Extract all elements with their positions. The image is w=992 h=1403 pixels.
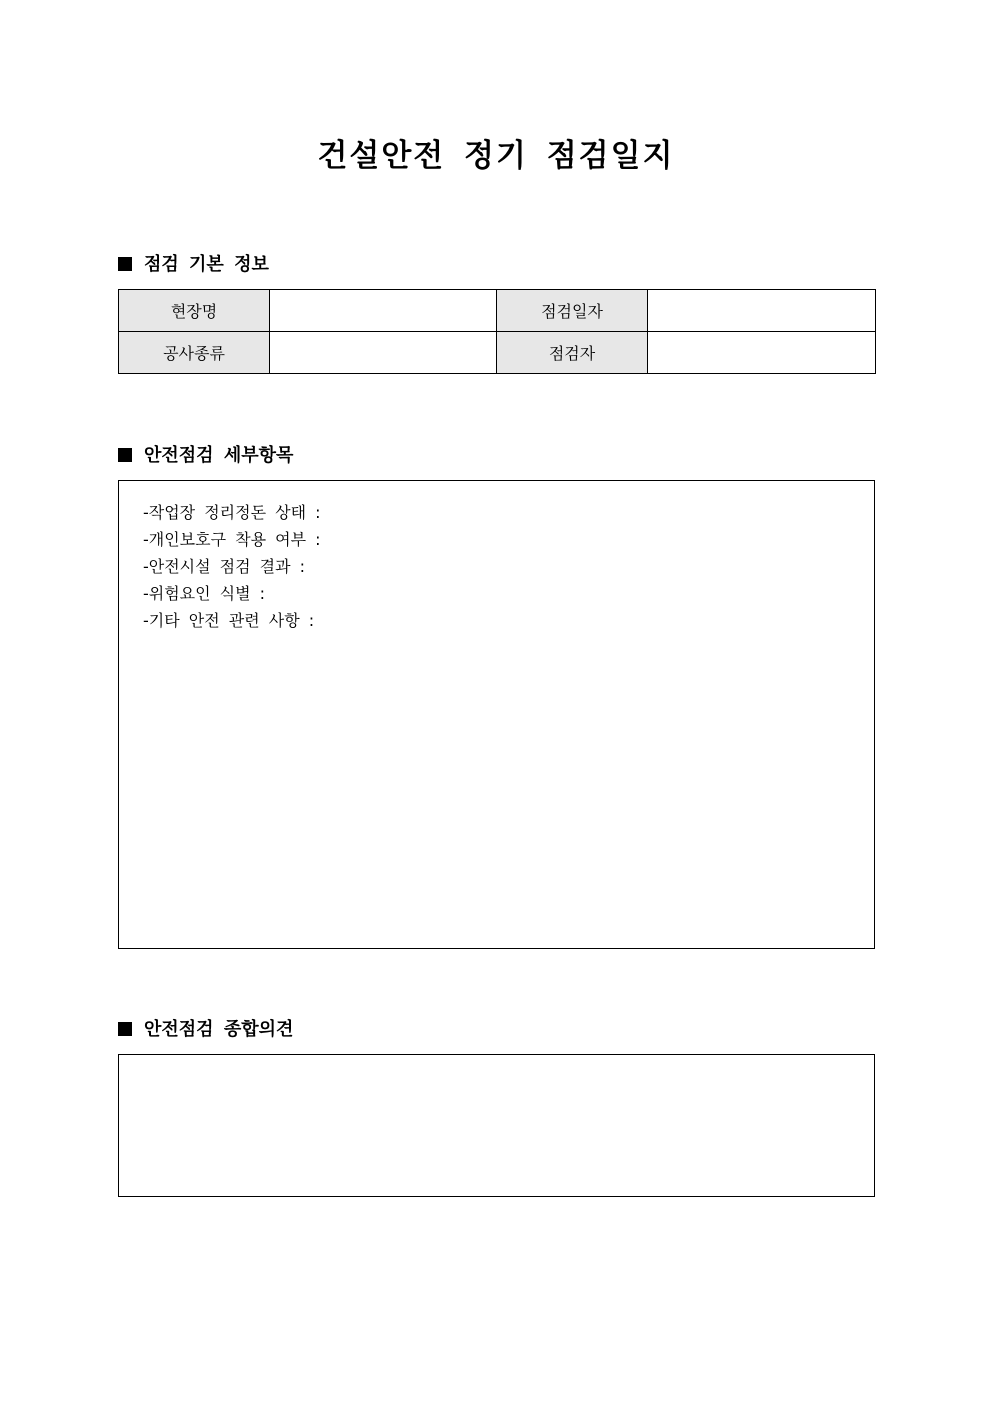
- table-row: [119, 332, 876, 374]
- inspector-label: 점검자: [497, 332, 648, 374]
- section-heading-details: [118, 443, 293, 469]
- inspector-field[interactable]: [648, 332, 876, 374]
- opinion-box[interactable]: [118, 1054, 875, 1197]
- section-heading-text: 점검 기본 정보: [144, 254, 269, 275]
- square-bullet-icon: [118, 1022, 132, 1036]
- square-bullet-icon: [118, 257, 132, 271]
- construction-type-label: 공사종류: [119, 332, 270, 374]
- construction-type-field[interactable]: [270, 332, 497, 374]
- list-item: -기타 안전 관련 사항 :: [143, 611, 315, 630]
- table-row: [119, 290, 876, 332]
- list-item: -개인보호구 착용 여부 :: [143, 530, 321, 549]
- site-name-field[interactable]: [270, 290, 497, 332]
- square-bullet-icon: [118, 448, 132, 462]
- details-box[interactable]: [118, 480, 875, 949]
- inspection-date-label: 점검일자: [497, 290, 648, 332]
- site-name-label: 현장명: [119, 290, 270, 332]
- document-title: 건설안전 정기 점검일지: [317, 138, 675, 174]
- basic-info-table: [118, 289, 876, 374]
- section-heading-opinion: [118, 1017, 293, 1043]
- list-item: -안전시설 점검 결과 :: [143, 557, 306, 576]
- section-heading-text: 안전점검 종합의견: [144, 1019, 294, 1040]
- list-item: -작업장 정리정돈 상태 :: [143, 503, 321, 522]
- inspection-date-field[interactable]: [648, 290, 876, 332]
- details-list: [119, 481, 874, 634]
- section-heading-basic-info: [118, 252, 269, 278]
- section-heading-text: 안전점검 세부항목: [144, 445, 294, 466]
- list-item: -위험요인 식별 :: [143, 584, 266, 603]
